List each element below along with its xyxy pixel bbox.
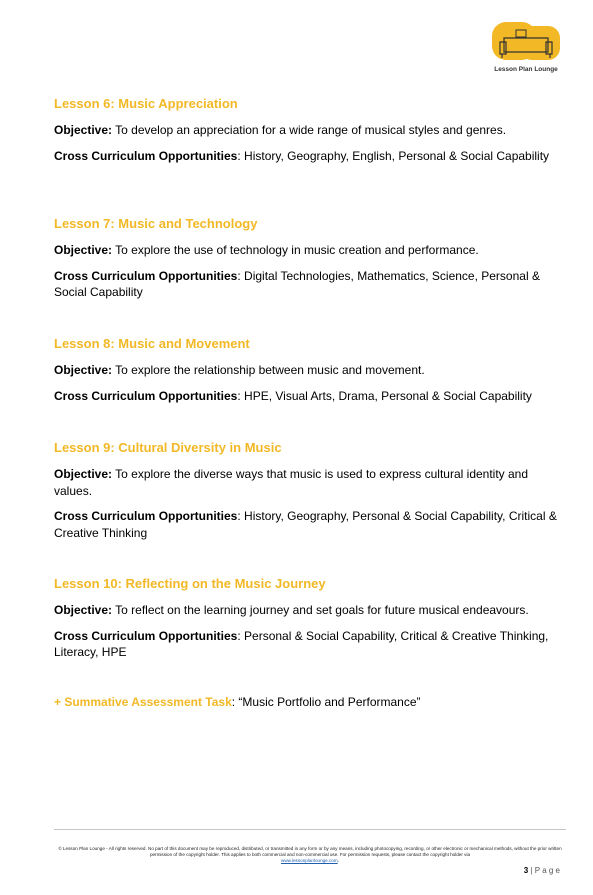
cross-curriculum-label: Cross Curriculum Opportunities [54, 148, 238, 163]
lesson-cross-curriculum [54, 268, 566, 301]
cross-curriculum-label: Cross Curriculum Opportunities [54, 628, 238, 643]
lesson-cross-curriculum [54, 628, 566, 661]
lesson-cross-curriculum [54, 508, 566, 541]
page-label: | P a g e [530, 866, 560, 875]
brand-logo [490, 18, 562, 76]
objective-label: Objective: [54, 603, 113, 617]
summative-text: : “Music Portfolio and Performance” [231, 695, 421, 709]
lesson-cross-curriculum [54, 148, 566, 165]
copyright-notice: © Lesson Plan Lounge - All rights reserved. No part of this document may be reproduced, distributed, or transmitted in any form or by any means, including photocopying, recording, or other electronic or mechanical methods, without the prior written permission of the copyright holder. This applies to both commercial and non-commercial use. For permission requests, please contact the copyright holder via www.lessonplanlounge.com. [58, 846, 562, 864]
lesson-title: Lesson 8: Music and Movement [54, 336, 250, 351]
objective-text: To explore the diverse ways that music is used to express cultural identity and values. [54, 467, 529, 498]
lesson-10-section [54, 576, 566, 670]
objective-label: Objective: [54, 243, 113, 257]
lesson-objective [54, 602, 566, 619]
lesson-objective [54, 242, 566, 259]
lesson-objective [54, 122, 566, 139]
lesson-objective [54, 466, 566, 499]
lesson-9-section [54, 440, 566, 550]
objective-text: To develop an appreciation for a wide range of musical styles and genres. [115, 123, 507, 137]
logo-text: Lesson Plan Lounge [494, 66, 558, 73]
cross-curriculum-text: : History, Geography, English, Personal & Social Capability [237, 148, 550, 163]
objective-label: Objective: [54, 363, 113, 377]
cross-curriculum-text: : Personal & Social Capability, Critical & Creative Thinking, Literacy, HPE [54, 628, 549, 659]
objective-text: To reflect on the learning journey and set goals for future musical endeavours. [115, 603, 529, 617]
objective-text: To explore the relationship between music and movement. [115, 363, 425, 377]
footer-divider [54, 829, 566, 830]
lesson-cross-curriculum [54, 388, 566, 405]
summative-assessment [54, 695, 421, 709]
cross-curriculum-text: : HPE, Visual Arts, Drama, Personal & Social Capability [237, 388, 532, 403]
lesson-title: Lesson 10: Reflecting on the Music Journey [54, 576, 326, 591]
lesson-title: Lesson 9: Cultural Diversity in Music [54, 440, 282, 455]
lesson-6-section [54, 96, 566, 173]
cross-curriculum-label: Cross Curriculum Opportunities [54, 388, 238, 403]
objective-text: To explore the use of technology in music creation and performance. [115, 243, 479, 257]
copyright-text: © Lesson Plan Lounge - All rights reserved. No part of this document may be reproduced, distributed, or transmitted in any form or by any means, including photocopying, recording, or other electronic or mechanical methods, without the prior written permission of the copyright holder. This applies to both commercial and non-commercial use. For permission requests, please contact the copyright holder via [58, 846, 562, 858]
cross-curriculum-text: : Digital Technologies, Mathematics, Science, Personal & Social Capability [54, 268, 540, 299]
lesson-title: Lesson 7: Music and Technology [54, 216, 258, 231]
cross-curriculum-text: : History, Geography, Personal & Social Capability, Critical & Creative Thinking [54, 509, 557, 540]
lesson-8-section [54, 336, 566, 413]
objective-label: Objective: [54, 123, 113, 137]
cross-curriculum-label: Cross Curriculum Opportunities [54, 509, 238, 523]
lesson-7-section [54, 216, 566, 310]
objective-label: Objective: [54, 467, 113, 481]
page-number [524, 866, 560, 875]
summative-label: + Summative Assessment Task [54, 695, 232, 709]
lesson-title: Lesson 6: Music Appreciation [54, 96, 238, 111]
page-number-value: 3 [523, 866, 529, 875]
sofa-icon [490, 18, 562, 68]
lesson-objective [54, 362, 566, 379]
cross-curriculum-label: Cross Curriculum Opportunities [54, 268, 238, 283]
website-link[interactable]: www.lessonplanlounge.com [281, 858, 338, 864]
